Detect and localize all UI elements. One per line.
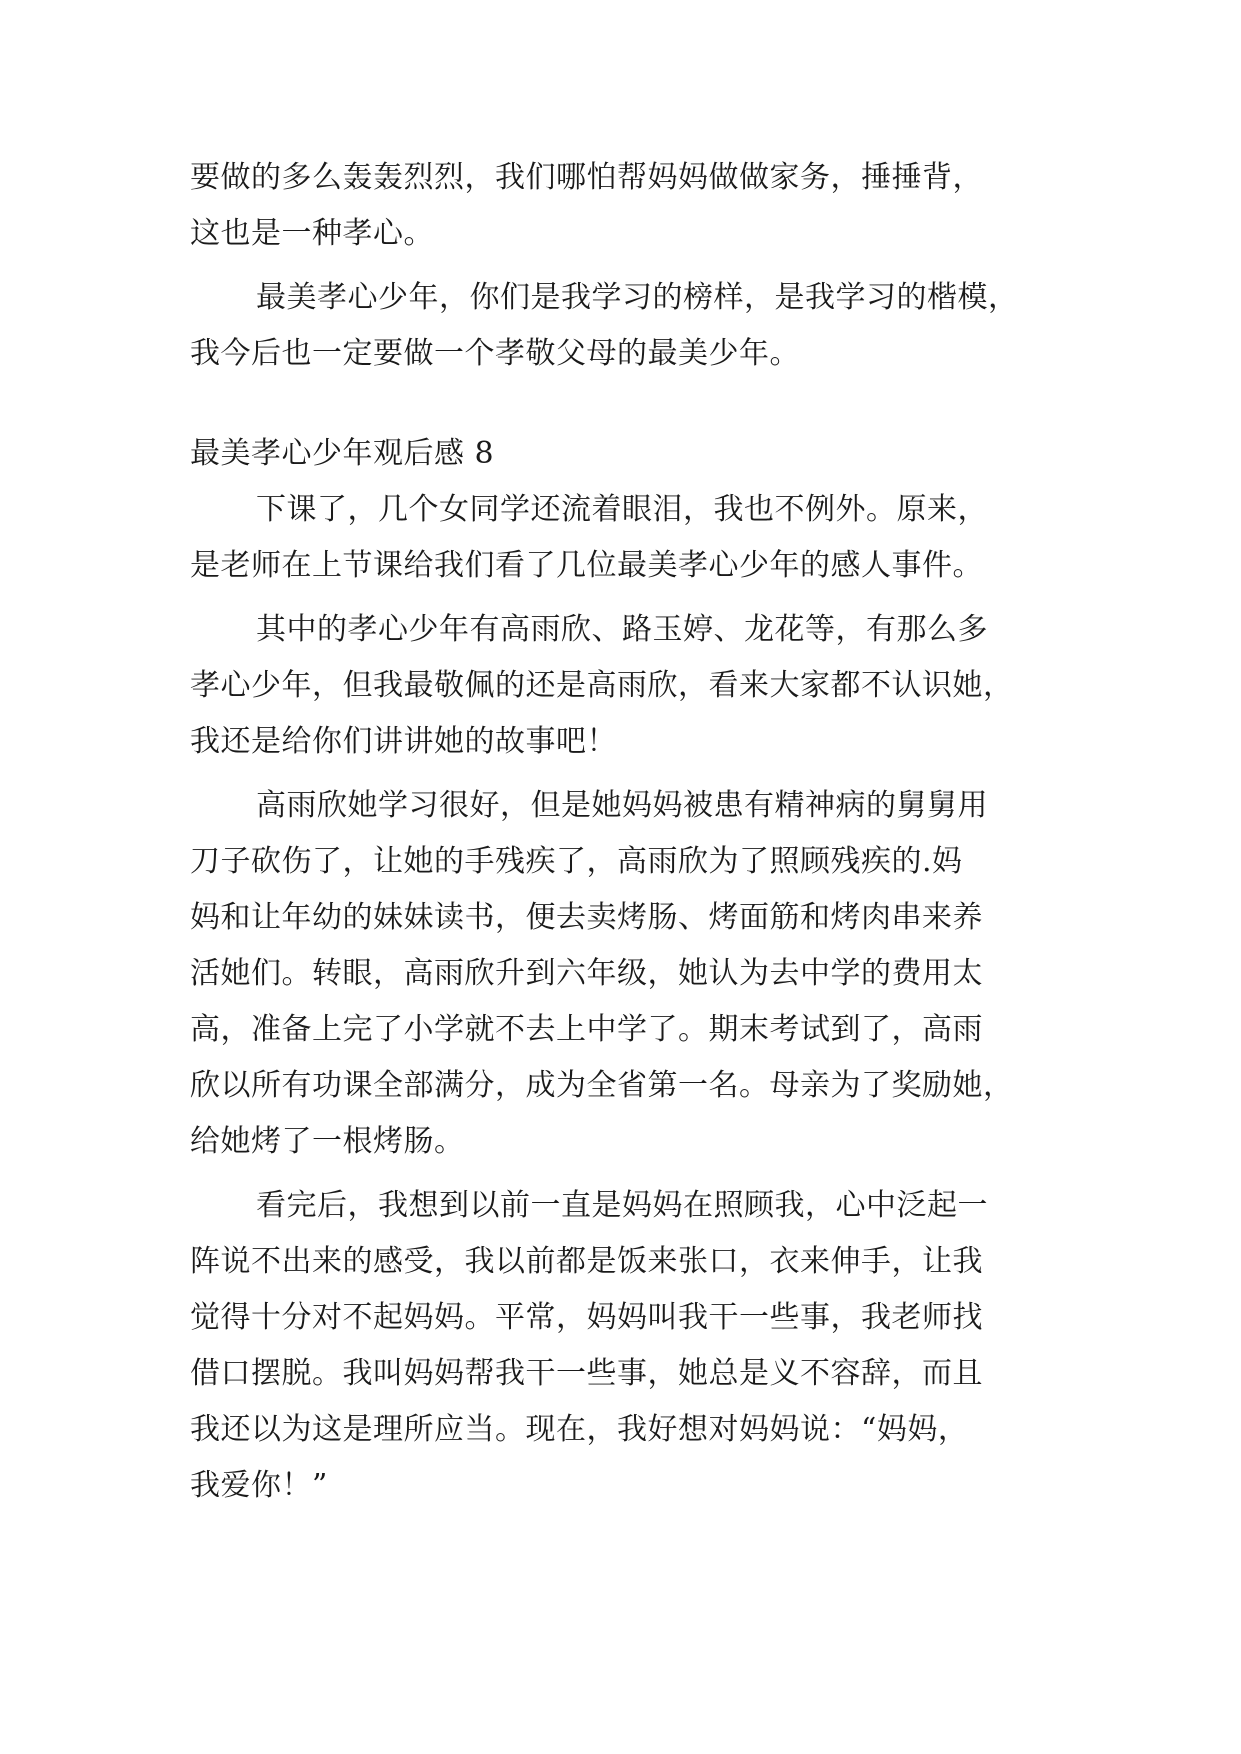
paragraph-line: 活她们。转眼，高雨欣升到六年级，她认为去中学的费用太	[190, 956, 983, 991]
paragraph-line: 下课了，几个女同学还流着眼泪，我也不例外。原来，	[256, 492, 988, 527]
paragraph-line: 高雨欣她学习很好，但是她妈妈被患有精神病的舅舅用	[256, 788, 988, 823]
section-spacer	[190, 382, 1070, 426]
paragraph-line: 我今后也一定要做一个孝敬父母的最美少年。	[190, 336, 800, 371]
paragraph-line: 给她烤了一根烤肠。	[190, 1124, 465, 1159]
paragraph-line: 欣以所有功课全部满分，成为全省第一名。母亲为了奖励她，	[190, 1068, 1014, 1103]
paragraph-line: 我还是给你们讲讲她的故事吧！	[190, 724, 617, 759]
section-paragraph-4	[190, 1178, 1070, 1514]
paragraph-line: 高，准备上完了小学就不去上中学了。期末考试到了，高雨	[190, 1012, 983, 1047]
paragraph-line: 最美孝心少年，你们是我学习的榜样，是我学习的楷模，	[256, 280, 1019, 315]
paragraph-line: 这也是一种孝心。	[190, 216, 434, 251]
section-title: 最美孝心少年观后感 8	[190, 436, 495, 471]
section-paragraph-3	[190, 778, 1070, 1170]
paragraph-line: 阵说不出来的感受，我以前都是饭来张口，衣来伸手，让我	[190, 1244, 983, 1279]
paragraph-line: 我爱你！”	[190, 1468, 328, 1503]
paragraph-line: 孝心少年，但我最敬佩的还是高雨欣，看来大家都不认识她，	[190, 668, 1014, 703]
paragraph-line: 刀子砍伤了，让她的手残疾了，高雨欣为了照顾残疾的.妈	[190, 844, 963, 879]
paragraph-line: 其中的孝心少年有高雨欣、路玉婷、龙花等，有那么多	[256, 612, 988, 647]
paragraph-line: 觉得十分对不起妈妈。平常，妈妈叫我干一些事，我老师找	[190, 1300, 983, 1335]
paragraph-line: 看完后，我想到以前一直是妈妈在照顾我，心中泛起一	[256, 1188, 988, 1223]
paragraph-line: 我还以为这是理所应当。现在，我好想对妈妈说：“妈妈，	[190, 1412, 969, 1447]
paragraph-1	[190, 150, 1070, 262]
paragraph-line: 妈和让年幼的妹妹读书，便去卖烤肠、烤面筋和烤肉串来养	[190, 900, 983, 935]
paragraph-line: 要做的多么轰轰烈烈，我们哪怕帮妈妈做做家务，捶捶背，	[190, 160, 983, 195]
paragraph-line: 借口摆脱。我叫妈妈帮我干一些事，她总是义不容辞，而且	[190, 1356, 983, 1391]
section-paragraph-1	[190, 482, 1070, 594]
section-paragraph-2	[190, 602, 1070, 770]
paragraph-line: 是老师在上节课给我们看了几位最美孝心少年的感人事件。	[190, 548, 983, 583]
paragraph-2	[190, 270, 1070, 382]
document-page	[190, 150, 1070, 1514]
